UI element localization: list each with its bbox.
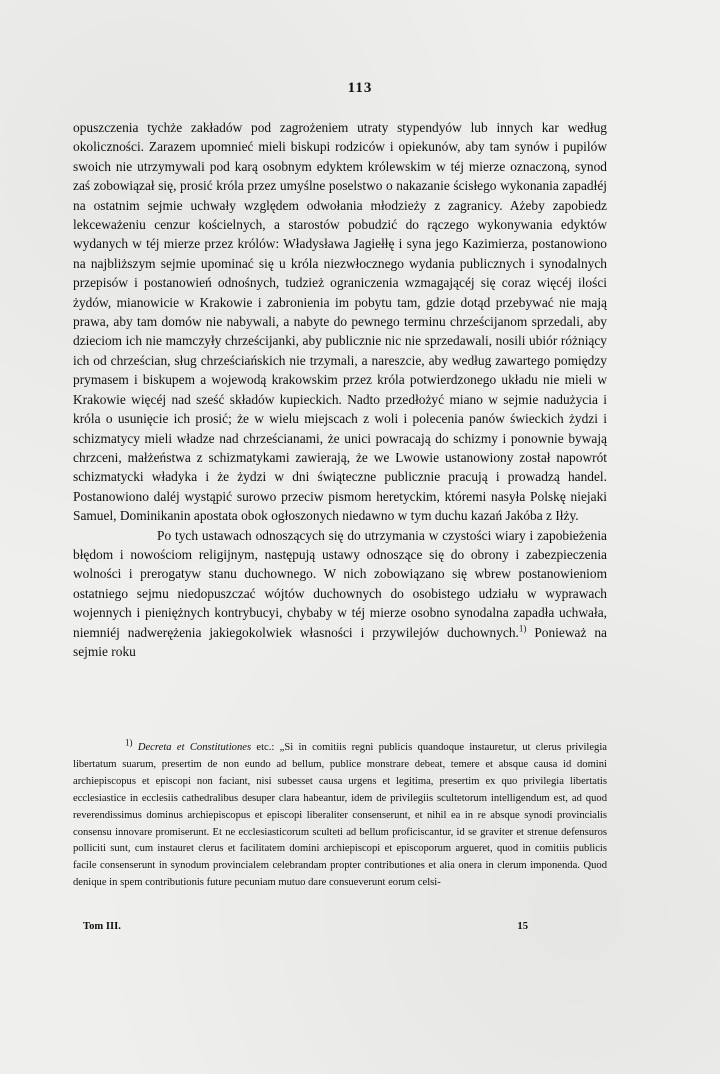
main-text [73,118,607,661]
signature-mark: 15 [517,921,528,932]
paragraph-text: Ponieważ na sejmie roku [73,624,607,659]
paragraph-text: Po tych ustawach odnoszących się do utrzymania w czystości wiary i zapobieżenia błędom i nowościom religijnym, następują ustawy odnoszące się do obrony i zabezpieczenia wolności i prerogatyw stanu duchownego. W nich zobowiązano się wbrew postanowieniom ostatniego sejmu niedopuszczać wójtów duchownych do osobistego udziału w wyprawach wojennych i pieniężnych kontrybucyi, chybaby w téj mierze osobno synodalna zapadła uchwała, niemniéj nadwerężenia jakiegokolwiek własności i przywilejów duchownych. [73,527,607,640]
volume-label: Tom III. [83,921,121,932]
footnote-section [73,737,607,892]
footnote [73,737,607,892]
footnote-title: Decreta et Constitutiones [137,742,252,753]
footnote-text: etc.: „Si in comitiis regni publicis quandoque instauretur, ut clerus privilegia libertatum suarum, presertim de non eundo ad bellum, publice monstrare debeat, temere et absque causa id domini archiepiscopus et episcopi non faciant, nisi subesset causa urgens et legitima, presertim ex quo privilegia libertatis ecclesiastice in ecclesiis cathedralibus desuper clara habeantur, idem de privilegiis scultetorum intelligendum est, ad quod reverendissimus dominus archiepiscopus et episcopi liberaliter consenserunt, et nihil ea in re absque synodi provincialis consensu innovare promiserunt. Et ne ecclesiasticorum sculteti ad bellum proficiscantur, id se graviter et strenue defensuros polliciti sunt, cum instauret clerus et facilitatem domini archiepiscopi et episcoporum argueret, quod in comitiis publicis facile consenserunt in synodum provincialem celebrandam propter contributiones et alia onera in clerum imponenda. Quod denique in spem contributionis future pecuniam mutuo dare consueverunt eorum celsi- [73,742,607,889]
paragraph: opuszczenia tychże zakładów pod zagrożeniem utraty stypendyów lub innych kar według okoliczności. Zarazem upomnieć mieli biskupi rodziców i opiekunów, aby tam synów i pupilów swoich nie utrzymywali pod karą osobnym edyktem królewskim w téj mierze oznaczoną, synod zaś zobowiązał się, prosić króla przez umyślne poselstwo o nakazanie ścisłego wykonania zapadłéj na ostatnim sejmie uchwały względem odwołania młodzieży z zagranicy. Ażeby zapobiedz lekceważeniu cenzur kościelnych, a starostów pobudzić do rączego wykonywania edyktów wydanych w téj mierze przez królów: Władysława Jagiełłę i syna jego Kazimierza, postanowiono na najbliższym sejmie upominać się u króla niezwłocznego wydania publicznych i synodalnych przepisów i postanowień odnośnych, tudzież ograniczenia wzmagającéj się coraz więcéj ilości żydów, mianowicie w Krakowie i zabronienia im pobytu tam, gdzie dotąd przebywać nie mają prawa, aby tam domów nie nabywali, a nabyte do pewnego terminu chrześcijanom sprzedali, aby dzieciom ich nie mamczyły chrześcijanki, aby publicznie nic nie sprzedawali, nosili ubiór różniący ich od chrześcian, sług chrześciańskich nie trzymali, a nareszcie, aby według zawartego pomiędzy prymasem i biskupem a wojewodą krakowskim przez króla potwierdzonego układu nie mieli w Krakowie więcéj nad sześć składów kupieckich. Nadto przedłożyć miano w sejmie nadużycia i króla o usunięcie ich prosić; że w wielu miejscach z woli i polecenia panów świeckich żydzi i schizmatycy mieli władze nad chrześcianami, że unici powracają do schizmy i ponownie bywają chrzceni, małżeństwa z schizmatykami zawierają, że we Lwowie ustanowiony został napowrót schizmatycki władyka i że żydzi w dni świąteczne publicznie pracują i prowadzą handel. Postanowiono daléj wystąpić surowo przeciw pismom heretyckim, któremi nasyła Polskę niejaki Samuel, Dominikanin apostata obok ogłoszonych niedawno w tym duchu kazań Jakóba z Iłży. [73,120,607,524]
footnote-reference[interactable]: 1) [518,623,527,634]
page-number: 113 [347,80,373,96]
footnote-mark: 1) [125,737,133,748]
paragraph [73,526,607,662]
